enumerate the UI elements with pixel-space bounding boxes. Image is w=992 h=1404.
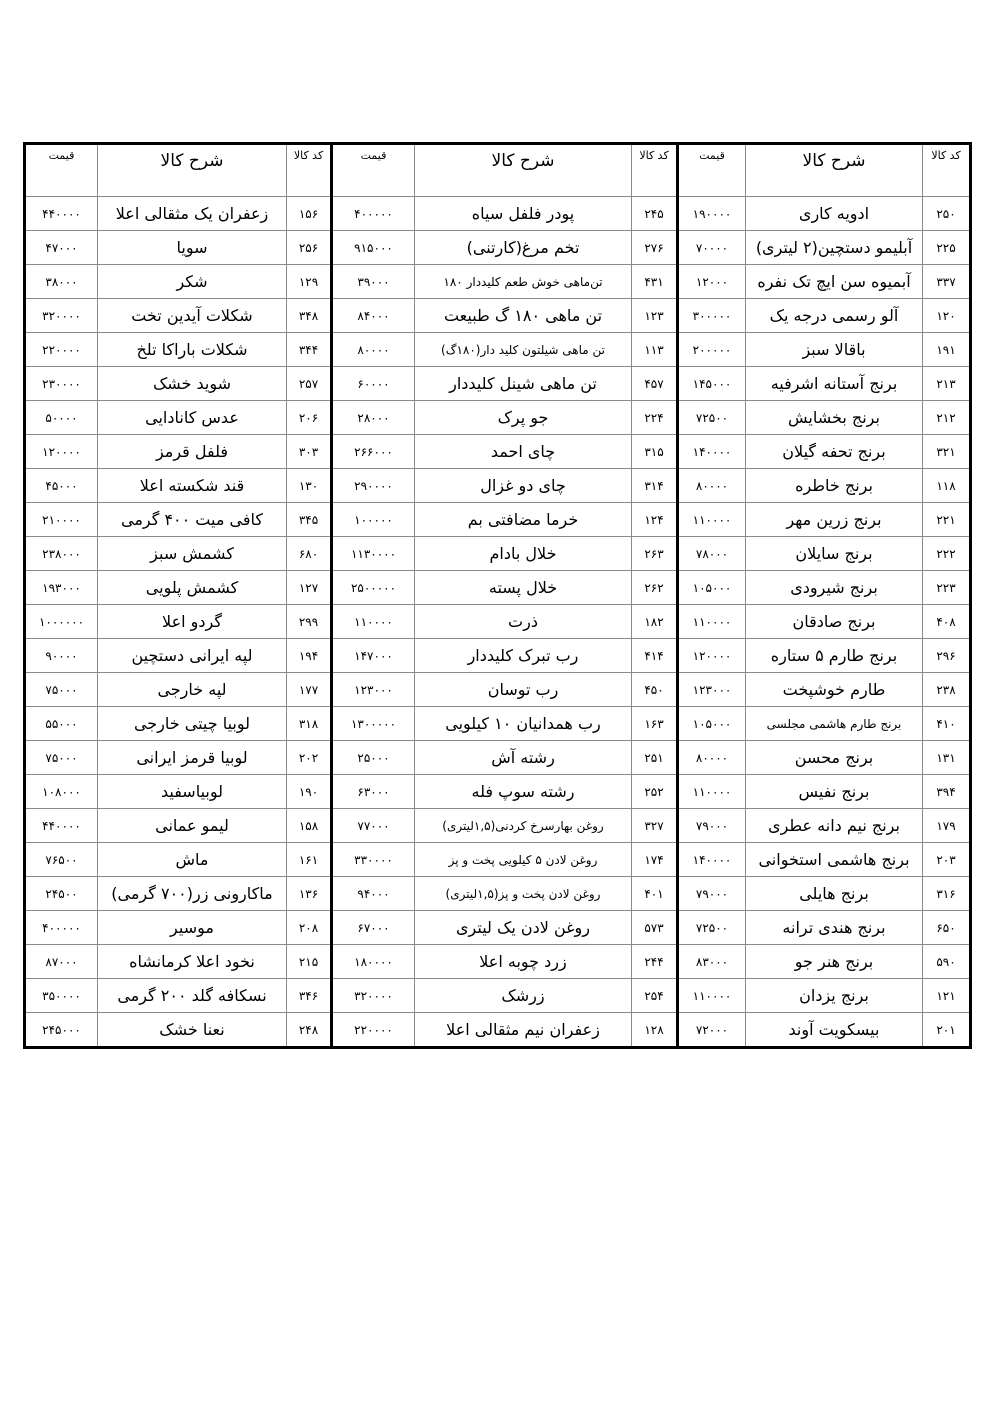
product-description-cell: روغن لادن پخت و پز(۱,۵لیتری) <box>415 877 632 911</box>
product-code-cell: ۲۲۱ <box>923 503 971 537</box>
product-code-cell: ۳۴۸ <box>287 299 332 333</box>
product-price-cell: ۸۴۰۰۰ <box>332 299 415 333</box>
product-description-cell: برنج محسن <box>746 741 923 775</box>
product-description-cell: زرد چوبه اعلا <box>415 945 632 979</box>
product-code-cell: ۴۱۰ <box>923 707 971 741</box>
product-description-cell: ماکارونی زر(۷۰۰ گرمی) <box>98 877 287 911</box>
product-code-cell: ۱۳۰ <box>287 469 332 503</box>
product-code-cell: ۲۱۲ <box>923 401 971 435</box>
product-description-cell: نخود اعلا کرمانشاه <box>98 945 287 979</box>
product-description-cell: آلو رسمی درجه یک <box>746 299 923 333</box>
product-code-cell: ۲۲۳ <box>923 571 971 605</box>
product-code-cell: ۱۵۸ <box>287 809 332 843</box>
product-description-cell: خرما مضافتی بم <box>415 503 632 537</box>
product-price-cell: ۲۰۰۰۰۰ <box>678 333 746 367</box>
product-code-cell: ۱۲۸ <box>632 1013 678 1048</box>
product-price-cell: ۸۰۰۰۰ <box>332 333 415 367</box>
product-description-cell: برنج هنر جو <box>746 945 923 979</box>
product-description-cell: لپه ایرانی دستچین <box>98 639 287 673</box>
product-code-cell: ۱۲۳ <box>632 299 678 333</box>
product-price-cell: ۷۹۰۰۰ <box>678 809 746 843</box>
header-description-group2: شرح کالا <box>415 144 632 197</box>
table-row <box>25 401 971 435</box>
product-description-cell: برنج تحفه گیلان <box>746 435 923 469</box>
product-code-cell: ۲۶۳ <box>632 537 678 571</box>
product-code-cell: ۱۶۱ <box>287 843 332 877</box>
product-code-cell: ۳۴۵ <box>287 503 332 537</box>
product-price-cell: ۱۰۵۰۰۰ <box>678 571 746 605</box>
product-price-cell: ۷۹۰۰۰ <box>678 877 746 911</box>
product-price-cell: ۲۴۵۰۰ <box>25 877 98 911</box>
table-row <box>25 435 971 469</box>
product-code-cell: ۶۵۰ <box>923 911 971 945</box>
product-price-cell: ۳۳۰۰۰۰ <box>332 843 415 877</box>
table-row <box>25 639 971 673</box>
product-price-cell: ۵۰۰۰۰ <box>25 401 98 435</box>
product-code-cell: ۱۳۱ <box>923 741 971 775</box>
product-price-cell: ۱۸۰۰۰۰ <box>332 945 415 979</box>
product-price-cell: ۷۷۰۰۰ <box>332 809 415 843</box>
product-price-cell: ۳۹۰۰۰ <box>332 265 415 299</box>
product-description-cell: برنج هندی ترانه <box>746 911 923 945</box>
product-price-cell: ۶۳۰۰۰ <box>332 775 415 809</box>
product-price-cell: ۴۰۰۰۰۰ <box>332 197 415 231</box>
product-price-cell: ۱۱۰۰۰۰ <box>678 979 746 1013</box>
table-row <box>25 1013 971 1048</box>
product-description-cell: برنج صادقان <box>746 605 923 639</box>
header-description-group3: شرح کالا <box>98 144 287 197</box>
product-code-cell: ۲۰۱ <box>923 1013 971 1048</box>
product-code-cell: ۱۸۲ <box>632 605 678 639</box>
product-price-cell: ۱۱۰۰۰۰ <box>678 775 746 809</box>
product-price-cell: ۱۴۰۰۰۰ <box>678 843 746 877</box>
product-description-cell: برنج هاشمی استخوانی <box>746 843 923 877</box>
product-price-cell: ۱۳۰۰۰۰۰ <box>332 707 415 741</box>
product-code-cell: ۱۱۳ <box>632 333 678 367</box>
header-price-group1: قیمت <box>678 144 746 197</box>
product-price-cell: ۸۰۰۰۰ <box>678 741 746 775</box>
product-code-cell: ۱۳۶ <box>287 877 332 911</box>
product-description-cell: ماش <box>98 843 287 877</box>
product-code-cell: ۲۲۲ <box>923 537 971 571</box>
product-price-cell: ۱۱۰۰۰۰ <box>332 605 415 639</box>
product-description-cell: کشمش سبز <box>98 537 287 571</box>
product-description-cell: برنج زرین مهر <box>746 503 923 537</box>
product-description-cell: طارم خوشپخت <box>746 673 923 707</box>
product-price-cell: ۸۷۰۰۰ <box>25 945 98 979</box>
product-description-cell: زرشک <box>415 979 632 1013</box>
table-row <box>25 503 971 537</box>
table-row <box>25 911 971 945</box>
product-code-cell: ۱۲۷ <box>287 571 332 605</box>
table-row <box>25 979 971 1013</box>
table-row <box>25 775 971 809</box>
product-price-cell: ۲۲۰۰۰۰ <box>25 333 98 367</box>
product-code-cell: ۱۲۴ <box>632 503 678 537</box>
product-code-cell: ۱۵۶ <box>287 197 332 231</box>
product-description-cell: برنج سایلان <box>746 537 923 571</box>
product-description-cell: آبمیوه سن ایچ تک نفره <box>746 265 923 299</box>
product-description-cell: زعفران یک مثقالی اعلا <box>98 197 287 231</box>
product-description-cell: روغن لادن یک لیتری <box>415 911 632 945</box>
product-price-cell: ۱۰۰۰۰۰ <box>332 503 415 537</box>
product-price-cell: ۲۵۰۰۰ <box>332 741 415 775</box>
header-code-group1: کد کالا <box>923 144 971 197</box>
product-code-cell: ۳۱۸ <box>287 707 332 741</box>
table-row <box>25 877 971 911</box>
product-description-cell: تن‌ماهی خوش طعم کلیددار ۱۸۰ <box>415 265 632 299</box>
product-price-cell: ۷۲۵۰۰ <box>678 911 746 945</box>
table-row <box>25 945 971 979</box>
product-price-cell: ۱۰۸۰۰۰ <box>25 775 98 809</box>
product-code-cell: ۳۴۶ <box>287 979 332 1013</box>
product-description-cell: کافی میت ۴۰۰ گرمی <box>98 503 287 537</box>
table-row <box>25 673 971 707</box>
product-description-cell: لوبیاسفید <box>98 775 287 809</box>
product-description-cell: چای دو غزال <box>415 469 632 503</box>
product-price-cell: ۱۴۷۰۰۰ <box>332 639 415 673</box>
product-description-cell: برنج نفیس <box>746 775 923 809</box>
product-price-cell: ۱۱۰۰۰۰ <box>678 503 746 537</box>
header-description-group1: شرح کالا <box>746 144 923 197</box>
product-code-cell: ۱۷۷ <box>287 673 332 707</box>
product-code-cell: ۲۰۶ <box>287 401 332 435</box>
product-code-cell: ۲۰۳ <box>923 843 971 877</box>
product-code-cell: ۲۵۷ <box>287 367 332 401</box>
product-price-cell: ۳۲۰۰۰۰ <box>332 979 415 1013</box>
product-code-cell: ۱۷۴ <box>632 843 678 877</box>
table-body <box>25 197 971 1048</box>
header-price-group2: قیمت <box>332 144 415 197</box>
header-price-group3: قیمت <box>25 144 98 197</box>
product-description-cell: برنج طارم ۵ ستاره <box>746 639 923 673</box>
product-description-cell: برنج یزدان <box>746 979 923 1013</box>
product-code-cell: ۲۵۶ <box>287 231 332 265</box>
product-code-cell: ۲۴۴ <box>632 945 678 979</box>
product-description-cell: لوبیا قرمز ایرانی <box>98 741 287 775</box>
table-row <box>25 367 971 401</box>
product-code-cell: ۱۹۴ <box>287 639 332 673</box>
product-code-cell: ۱۹۱ <box>923 333 971 367</box>
product-code-cell: ۴۰۱ <box>632 877 678 911</box>
product-code-cell: ۶۸۰ <box>287 537 332 571</box>
product-description-cell: زعفران نیم مثقالی اعلا <box>415 1013 632 1048</box>
product-code-cell: ۱۷۹ <box>923 809 971 843</box>
product-description-cell: کشمش پلویی <box>98 571 287 605</box>
product-price-cell: ۳۸۰۰۰ <box>25 265 98 299</box>
table-row <box>25 299 971 333</box>
product-description-cell: خلال پسته <box>415 571 632 605</box>
product-description-cell: روغن بهارسرخ کردنی(۱,۵لیتری) <box>415 809 632 843</box>
product-description-cell: تن ماهی شیلتون کلید دار(۱۸۰گ) <box>415 333 632 367</box>
product-code-cell: ۱۹۰ <box>287 775 332 809</box>
product-description-cell: موسیر <box>98 911 287 945</box>
product-code-cell: ۳۱۶ <box>923 877 971 911</box>
product-price-cell: ۱۱۳۰۰۰۰ <box>332 537 415 571</box>
product-description-cell: عدس کانادایی <box>98 401 287 435</box>
product-description-cell: آبلیمو دستچین(۲ لیتری) <box>746 231 923 265</box>
product-description-cell: چای احمد <box>415 435 632 469</box>
product-description-cell: فلفل قرمز <box>98 435 287 469</box>
product-code-cell: ۴۵۷ <box>632 367 678 401</box>
product-price-cell: ۷۲۵۰۰ <box>678 401 746 435</box>
product-code-cell: ۴۵۰ <box>632 673 678 707</box>
product-description-cell: روغن لادن ۵ کیلویی پخت و پز <box>415 843 632 877</box>
product-price-cell: ۴۴۰۰۰۰ <box>25 809 98 843</box>
product-price-cell: ۱۲۰۰۰ <box>678 265 746 299</box>
product-price-cell: ۳۵۰۰۰۰ <box>25 979 98 1013</box>
table-row <box>25 231 971 265</box>
product-code-cell: ۲۵۰ <box>923 197 971 231</box>
product-price-cell: ۹۰۰۰۰ <box>25 639 98 673</box>
product-price-cell: ۲۲۰۰۰۰ <box>332 1013 415 1048</box>
product-price-cell: ۶۰۰۰۰ <box>332 367 415 401</box>
table-row <box>25 537 971 571</box>
product-description-cell: شکلات باراکا تلخ <box>98 333 287 367</box>
table-row <box>25 197 971 231</box>
product-description-cell: خلال بادام <box>415 537 632 571</box>
product-description-cell: برنج طارم هاشمی مجلسی <box>746 707 923 741</box>
product-description-cell: رب تبرک کلیددار <box>415 639 632 673</box>
product-price-cell: ۷۵۰۰۰ <box>25 741 98 775</box>
header-code-group2: کد کالا <box>632 144 678 197</box>
product-price-cell: ۴۴۰۰۰۰ <box>25 197 98 231</box>
product-price-cell: ۱۲۳۰۰۰ <box>332 673 415 707</box>
product-code-cell: ۳۱۵ <box>632 435 678 469</box>
header-code-group3: کد کالا <box>287 144 332 197</box>
product-code-cell: ۲۰۸ <box>287 911 332 945</box>
product-description-cell: برنج هایلی <box>746 877 923 911</box>
product-code-cell: ۲۳۸ <box>923 673 971 707</box>
product-description-cell: نعنا خشک <box>98 1013 287 1048</box>
product-description-cell: گردو اعلا <box>98 605 287 639</box>
product-code-cell: ۴۰۸ <box>923 605 971 639</box>
product-description-cell: لیمو عمانی <box>98 809 287 843</box>
product-price-cell: ۴۵۰۰۰ <box>25 469 98 503</box>
product-code-cell: ۳۲۱ <box>923 435 971 469</box>
product-code-cell: ۱۱۸ <box>923 469 971 503</box>
product-code-cell: ۲۵۲ <box>632 775 678 809</box>
product-code-cell: ۵۹۰ <box>923 945 971 979</box>
product-description-cell: برنج آستانه اشرفیه <box>746 367 923 401</box>
product-price-cell: ۵۵۰۰۰ <box>25 707 98 741</box>
product-price-cell: ۱۲۰۰۰۰ <box>25 435 98 469</box>
product-price-cell: ۱۹۰۰۰۰ <box>678 197 746 231</box>
product-code-cell: ۲۲۴ <box>632 401 678 435</box>
product-description-cell: رشته آش <box>415 741 632 775</box>
product-price-cell: ۶۷۰۰۰ <box>332 911 415 945</box>
product-code-cell: ۲۴۵ <box>632 197 678 231</box>
product-description-cell: نسکافه گلد ۲۰۰ گرمی <box>98 979 287 1013</box>
product-code-cell: ۲۹۶ <box>923 639 971 673</box>
product-price-cell: ۲۳۸۰۰۰ <box>25 537 98 571</box>
product-description-cell: لپه خارجی <box>98 673 287 707</box>
product-code-cell: ۲۱۳ <box>923 367 971 401</box>
product-price-cell: ۷۵۰۰۰ <box>25 673 98 707</box>
product-code-cell: ۳۱۴ <box>632 469 678 503</box>
product-description-cell: لوبیا چیتی خارجی <box>98 707 287 741</box>
product-code-cell: ۲۹۹ <box>287 605 332 639</box>
product-description-cell: ادویه کاری <box>746 197 923 231</box>
product-code-cell: ۲۴۸ <box>287 1013 332 1048</box>
product-description-cell: تن ماهی ۱۸۰ گ طبیعت <box>415 299 632 333</box>
product-description-cell: تن ماهی شینل کلیددار <box>415 367 632 401</box>
product-price-cell: ۲۹۰۰۰۰ <box>332 469 415 503</box>
product-description-cell: رشته سوپ فله <box>415 775 632 809</box>
table-row <box>25 809 971 843</box>
product-code-cell: ۲۵۴ <box>632 979 678 1013</box>
product-code-cell: ۳۹۴ <box>923 775 971 809</box>
price-list-table <box>23 142 972 1049</box>
table-row <box>25 843 971 877</box>
product-code-cell: ۱۲۰ <box>923 299 971 333</box>
product-code-cell: ۳۳۷ <box>923 265 971 299</box>
product-code-cell: ۳۴۴ <box>287 333 332 367</box>
product-price-cell: ۲۳۰۰۰۰ <box>25 367 98 401</box>
product-code-cell: ۲۲۵ <box>923 231 971 265</box>
product-description-cell: رب توسان <box>415 673 632 707</box>
table-row <box>25 707 971 741</box>
product-price-cell: ۱۹۳۰۰۰ <box>25 571 98 605</box>
product-price-cell: ۴۰۰۰۰۰ <box>25 911 98 945</box>
product-description-cell: تخم مرغ(کارتنی) <box>415 231 632 265</box>
product-price-cell: ۲۱۰۰۰۰ <box>25 503 98 537</box>
product-code-cell: ۲۷۶ <box>632 231 678 265</box>
product-code-cell: ۴۳۱ <box>632 265 678 299</box>
product-code-cell: ۳۰۳ <box>287 435 332 469</box>
product-description-cell: شکلات آیدین تخت <box>98 299 287 333</box>
table-row <box>25 265 971 299</box>
product-description-cell: قند شکسته اعلا <box>98 469 287 503</box>
product-price-cell: ۲۴۵۰۰۰ <box>25 1013 98 1048</box>
product-description-cell: شکر <box>98 265 287 299</box>
product-price-cell: ۷۶۵۰۰ <box>25 843 98 877</box>
product-description-cell: برنج خاطره <box>746 469 923 503</box>
product-code-cell: ۱۲۹ <box>287 265 332 299</box>
product-description-cell: برنج شیرودی <box>746 571 923 605</box>
product-price-cell: ۹۱۵۰۰۰ <box>332 231 415 265</box>
product-price-cell: ۳۰۰۰۰۰ <box>678 299 746 333</box>
product-description-cell: باقالا سبز <box>746 333 923 367</box>
product-description-cell: رب همدانیان ۱۰ کیلویی <box>415 707 632 741</box>
product-description-cell: جو پرک <box>415 401 632 435</box>
product-price-cell: ۷۰۰۰۰ <box>678 231 746 265</box>
product-price-cell: ۱۲۰۰۰۰ <box>678 639 746 673</box>
product-price-cell: ۲۵۰۰۰۰۰ <box>332 571 415 605</box>
product-price-cell: ۱۰۰۰۰۰۰ <box>25 605 98 639</box>
table-row <box>25 571 971 605</box>
product-price-cell: ۹۴۰۰۰ <box>332 877 415 911</box>
table-row <box>25 605 971 639</box>
product-price-cell: ۱۱۰۰۰۰ <box>678 605 746 639</box>
table-row <box>25 333 971 367</box>
product-price-cell: ۱۴۰۰۰۰ <box>678 435 746 469</box>
product-description-cell: برنج نیم دانه عطری <box>746 809 923 843</box>
product-code-cell: ۲۰۲ <box>287 741 332 775</box>
product-code-cell: ۴۱۴ <box>632 639 678 673</box>
product-price-cell: ۷۸۰۰۰ <box>678 537 746 571</box>
product-description-cell: پودر فلفل سیاه <box>415 197 632 231</box>
product-description-cell: شوید خشک <box>98 367 287 401</box>
product-description-cell: برنج بخشایش <box>746 401 923 435</box>
table-row <box>25 469 971 503</box>
product-price-cell: ۸۳۰۰۰ <box>678 945 746 979</box>
product-price-cell: ۷۲۰۰۰ <box>678 1013 746 1048</box>
product-code-cell: ۲۶۲ <box>632 571 678 605</box>
product-price-cell: ۲۶۶۰۰۰ <box>332 435 415 469</box>
product-price-cell: ۱۴۵۰۰۰ <box>678 367 746 401</box>
product-code-cell: ۵۷۳ <box>632 911 678 945</box>
table-row <box>25 741 971 775</box>
product-price-cell: ۱۰۵۰۰۰ <box>678 707 746 741</box>
product-price-cell: ۸۰۰۰۰ <box>678 469 746 503</box>
header-row <box>25 144 971 197</box>
product-code-cell: ۱۶۳ <box>632 707 678 741</box>
product-code-cell: ۲۵۱ <box>632 741 678 775</box>
product-price-cell: ۲۸۰۰۰ <box>332 401 415 435</box>
product-code-cell: ۲۱۵ <box>287 945 332 979</box>
product-price-cell: ۴۷۰۰۰ <box>25 231 98 265</box>
product-price-cell: ۱۲۳۰۰۰ <box>678 673 746 707</box>
product-description-cell: ذرت <box>415 605 632 639</box>
product-price-cell: ۳۲۰۰۰۰ <box>25 299 98 333</box>
product-description-cell: بیسکویت آوند <box>746 1013 923 1048</box>
product-code-cell: ۱۲۱ <box>923 979 971 1013</box>
product-code-cell: ۳۲۷ <box>632 809 678 843</box>
product-description-cell: سویا <box>98 231 287 265</box>
